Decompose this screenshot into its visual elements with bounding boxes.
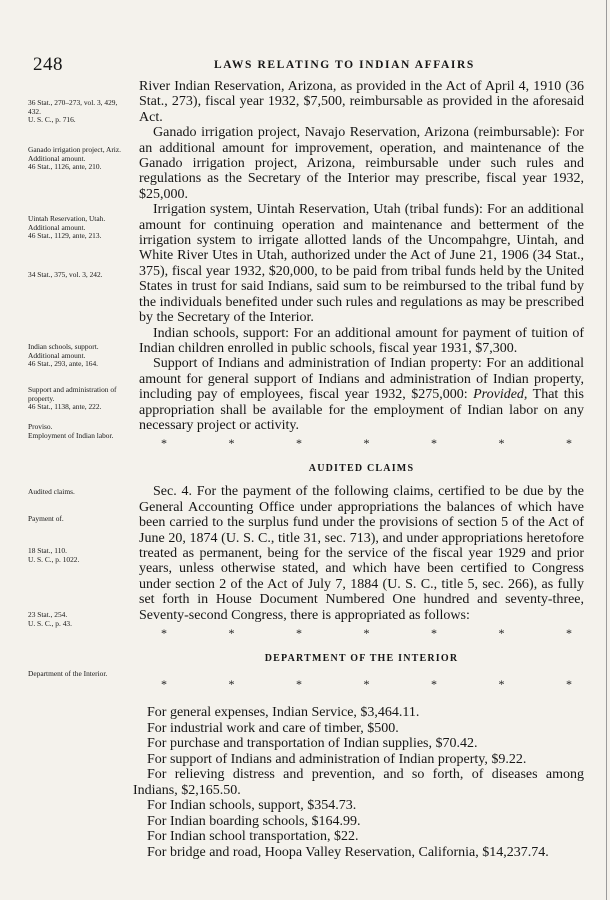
star: * [161, 626, 167, 640]
star: * [566, 677, 572, 691]
star: * [431, 436, 437, 451]
star-separator [139, 433, 584, 451]
star-separator [139, 623, 584, 641]
star: * [498, 436, 505, 451]
paragraph-support-of-indians [139, 356, 584, 433]
margin-note: Uintah Reservation, Utah. Additional amount. 46 Stat., 1129, ante, 213. [28, 214, 106, 241]
claim-entry: For relieving distress and prevention, and so forth, of diseases among Indians, $2,165.50. [133, 767, 584, 798]
star: * [363, 436, 370, 451]
star: * [363, 626, 370, 640]
proviso-word: Provided, [473, 387, 528, 403]
star: * [363, 677, 370, 691]
claim-entry: For purchase and transportation of Indian supplies, $70.42. [147, 736, 478, 751]
running-title: LAWS RELATING TO INDIAN AFFAIRS [214, 59, 475, 71]
paragraph-colorado-river: River Indian Reservation, Arizona, as provided in the Act of April 4, 1910 (36 Stat., 273), fiscal year 1932, $7,500, reimbursable as provided in the aforesaid Act. [139, 79, 584, 125]
margin-note: Audited claims. [28, 487, 75, 496]
star: * [498, 677, 505, 691]
margin-note: Ganado irrigation project, Ariz. Additional amount. 46 Stat., 1126, ante, 210. [28, 145, 121, 172]
margin-note: 23 Stat., 254. U. S. C., p. 43. [28, 610, 72, 628]
star: * [296, 677, 302, 691]
claim-entry: For bridge and road, Hoopa Valley Reservation, California, $14,237.74. [147, 844, 549, 860]
claim-entry: For Indian school transportation, $22. [147, 829, 359, 844]
star: * [498, 626, 505, 640]
section-heading-audited-claims: AUDITED CLAIMS [308, 463, 415, 475]
margin-note: 34 Stat., 375, vol. 3, 242. [28, 270, 103, 279]
paragraph-ganado-irrigation: Ganado irrigation project, Navajo Reservation, Arizona (reimbursable): For an additional amount for improvement, operation, and maintenance of the Ganado irrigation project, Arizona, reimbursable under such rules and regulations as the Secretary of the Interior may prescribe, fiscal year 1932, $25,000. [139, 125, 584, 202]
star: * [161, 677, 167, 691]
star: * [296, 626, 302, 640]
page-edge-rule [606, 0, 607, 900]
star: * [566, 626, 572, 640]
paragraph-support-text-cont: That this appropriation shall be available for the employment of Indian labor on any necessary project or activity. [139, 387, 584, 433]
paragraph-indian-schools: Indian schools, support: For an additional amount for payment of tuition of Indian children enrolled in public schools, fiscal year 1931, $7,300. [139, 325, 584, 356]
section-heading-interior: DEPARTMENT OF THE INTERIOR [264, 653, 459, 664]
claim-entry: For support of Indians and administration of Indian property, $9.22. [147, 751, 527, 767]
main-text [139, 79, 584, 692]
margin-note: 36 Stat., 270–273, vol. 3, 429, 432. U. S. C., p. 716. [28, 98, 118, 125]
paragraph-support-text: Support of Indians and administration of Indian property: For an additional amount for general support of Indians and administration of Indian property, including pay of employees, fiscal year 1932, $275,000: [139, 356, 584, 403]
paragraph-sec-4: Sec. 4. For the payment of the following claims, certified to be due by the General Accounting Office under appropriations the balances of which have been carried to the surplus fund under the provisions of section 5 of the Act of June 20, 1874 (U. S. C., title 31, sec. 713), and under appropriations heretofore treated as permanent, being for the service of the fiscal year 1929 and prior years, unless otherwise stated, and which have been certified to Congress under section 2 of the Act of July 7, 1884 (U. S. C., title 5, sec. 266), as fully set forth in House Document Numbered One hundred and seventy-three, Seventy-second Congress, there is appropriated as follows: [139, 484, 584, 623]
star: * [431, 677, 437, 691]
star: * [228, 626, 235, 640]
star: * [161, 436, 167, 451]
star: * [296, 436, 302, 451]
claims-list [133, 705, 584, 860]
margin-note: 18 Stat., 110. U. S. C., p. 1022. [28, 546, 80, 564]
margin-note: Payment of. [28, 514, 64, 523]
star: * [566, 436, 572, 451]
claim-entry: For Indian boarding schools, $164.99. [147, 813, 361, 829]
star: * [228, 677, 235, 691]
page-number: 248 [33, 54, 63, 75]
claim-entry: For industrial work and care of timber, $500. [147, 720, 399, 736]
paragraph-uintah-irrigation: Irrigation system, Uintah Reservation, Utah (tribal funds): For an additional amount for continuing operation and maintenance and betterment of the irrigation system to irrigate allotted lands of the Uncompahgre, Uintah, and White River Utes in Utah, authorized under the Act of June 21, 1906 (34 Stat., 375), fiscal year 1932, $20,000, to be paid from tribal funds held by the United States in trust for said Indians, said sum to be reimbursed to the tribal fund by the individuals benefited under such rules and regulations as may be prescribed by the Secretary of the Interior. [139, 202, 584, 326]
margin-note: Proviso. Employment of Indian labor. [28, 422, 114, 440]
margin-note: Support and administration of property. 46 Stat., 1138, ante, 222. [28, 385, 117, 412]
star: * [228, 436, 235, 451]
margin-note: Department of the Interior. [28, 669, 108, 678]
claim-entry: For Indian schools, support, $354.73. [147, 798, 357, 813]
margin-note: Indian schools, support. Additional amount. 46 Stat., 293, ante, 164. [28, 342, 99, 369]
star-separator [139, 674, 584, 692]
claim-entry: For general expenses, Indian Service, $3,464.11. [147, 705, 420, 720]
margin-notes [0, 0, 135, 900]
star: * [431, 626, 437, 640]
